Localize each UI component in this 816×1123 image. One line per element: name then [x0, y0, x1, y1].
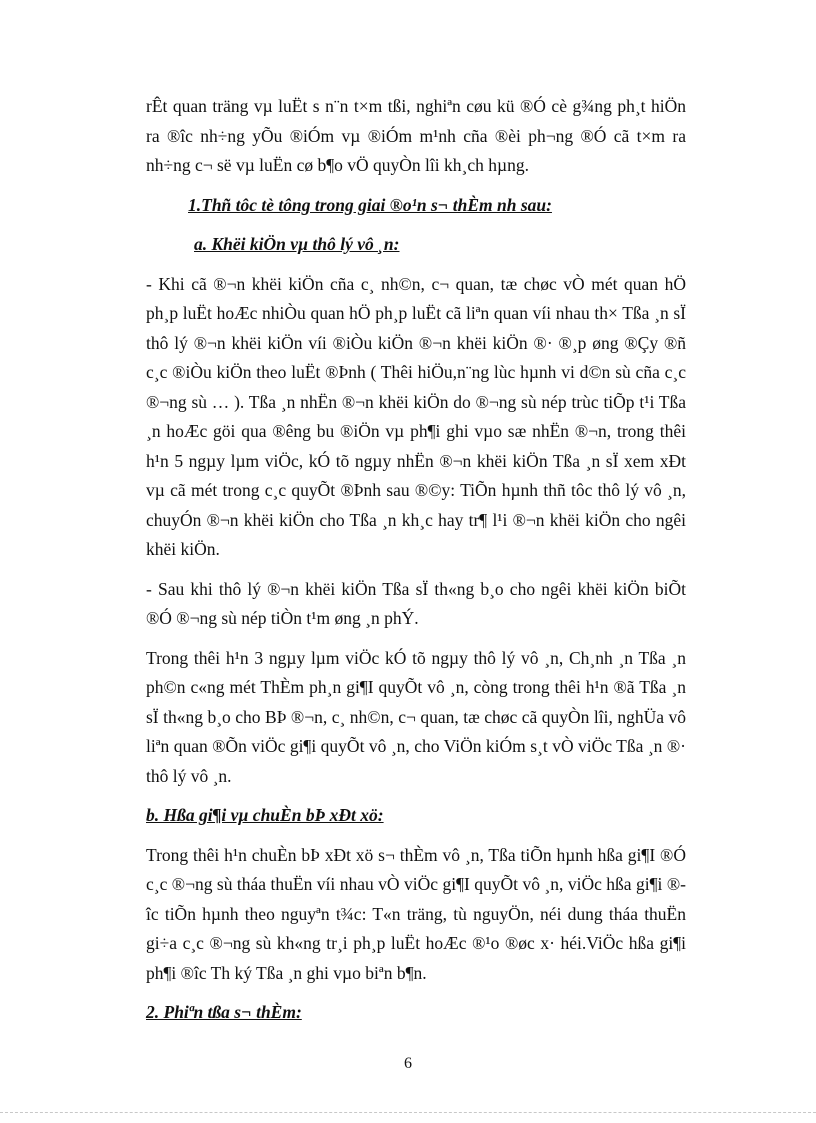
paragraph-mediation: Trong thêi h¹n chuÈn bÞ xÐt xö s¬ thÈm vô ¸n, Tßa tiÕn hµnh hßa gi¶I ®Ó c¸c ®¬ng sù tháa thuËn víi nhau vÒ viÖc gi¶I quyÕt vô ¸n, viÖc hßa gi¶i ®îc tiÕn hµnh theo nguyªn t¾c: T«n träng, tù nguyÖn, néi dung tháa thuËn gi÷a c¸c ®¬ng sù kh«ng tr¸i ph¸p luËt hoÆc ®¹o ®øc x· héi.ViÖc hßa gi¶i ph¶i ®îc Th ký Tßa ¸n ghi vµo biªn b¶n. — [146, 844, 686, 983]
page-body — [146, 92, 686, 1038]
heading-procedure-first-instance: 1.Thñ tôc tè tông trong giai ®o¹n s¬ thÈm nh sau: — [188, 194, 552, 215]
heading-mediation-preparation: b. Hßa gi¶i vµ chuÈn bÞ xÐt xö: — [146, 805, 384, 825]
heading-first-instance-trial: 2. Phiªn tßa s¬ thÈm: — [146, 1002, 302, 1022]
heading-filing-and-acceptance: a. Khëi kiÖn vµ thô lý vô ¸n: — [194, 234, 400, 254]
paragraph-notification-fee: - Sau khi thô lý ®¬n khëi kiÖn Tßa sÏ th«ng b¸o cho ngêi khëi kiÖn biÕt ®Ó ®¬ng sù nép tiÒn t¹m øng ¸n phÝ. — [146, 578, 686, 628]
paragraph-intro: rÊt quan träng vµ luËt s n¨n t×m tßi, nghiªn cøu kü ®Ó cè g¾ng ph¸t hiÖn ra ®îc nh÷ng yÕu ®iÓm vµ ®iÓm m¹nh cña ®èi ph¬ng ®Ó cã t×m ra nh÷ng c¬ së vµ luËn cø b¶o vÖ quyÒn lîi kh¸ch hµng. — [146, 96, 686, 175]
paragraph-filing-conditions: - Khi cã ®¬n khëi kiÖn cña c¸ nh©n, c¬ quan, tæ chøc vÒ mét quan hÖ ph¸p luËt hoÆc nhiÒu quan hÖ ph¸p luËt cã liªn quan víi nhau th× Tßa ¸n sÏ thô lý ®¬n khëi kiÖn víi ®iÒu kiÖn ®¬n khëi kiÖn ®· ®¸p øng ®Çy ®ñ c¸c ®iÒu kiÖn theo luËt ®Þnh ( Thêi hiÖu,n¨ng lùc hµnh vi d©n sù cña c¸c ®¬ng sù … ). Tßa ¸n nhËn ®¬n khëi kiÖn do ®¬ng sù nép trùc tiÕp t¹i Tßa ¸n hoÆc göi qua ®êng bu ®iÖn vµ ph¶i ghi vµo sæ nhËn ®¬n, trong thêi h¹n 5 ngµy lµm viÖc, kÓ tõ ngµy nhËn ®¬n khëi kiÖn Tßa ¸n sÏ xem xÐt vµ cã mét trong c¸c quyÕt ®Þnh sau ®©y: TiÕn hµnh thñ tôc thô lý vô ¸n, chuyÓn ®¬n khëi kiÖn cho Tßa ¸n kh¸c hay tr¶ l¹i ®¬n khëi kiÖn cho ngêi khëi kiÖn. — [146, 273, 686, 559]
page-number: 6 — [404, 1055, 412, 1072]
page-bottom-divider — [0, 1112, 816, 1113]
paragraph-judge-assignment: Trong thêi h¹n 3 ngµy lµm viÖc kÓ tõ ngµy thô lý vô ¸n, Ch¸nh ¸n Tßa ¸n ph©n c«ng mét ThÈm ph¸n gi¶I quyÕt vô ¸n, còng trong thêi h¹n ®ã Tßa ¸n sÏ th«ng b¸o cho BÞ ®¬n, c¸ nh©n, c¬ quan, tæ chøc cã quyÒn lîi, nghÜa vô liªn quan ®Õn viÖc gi¶i quyÕt vô ¸n, cho ViÖn kiÓm s¸t vÒ viÖc Tßa ¸n ®· thô lý vô ¸n. — [146, 647, 686, 786]
